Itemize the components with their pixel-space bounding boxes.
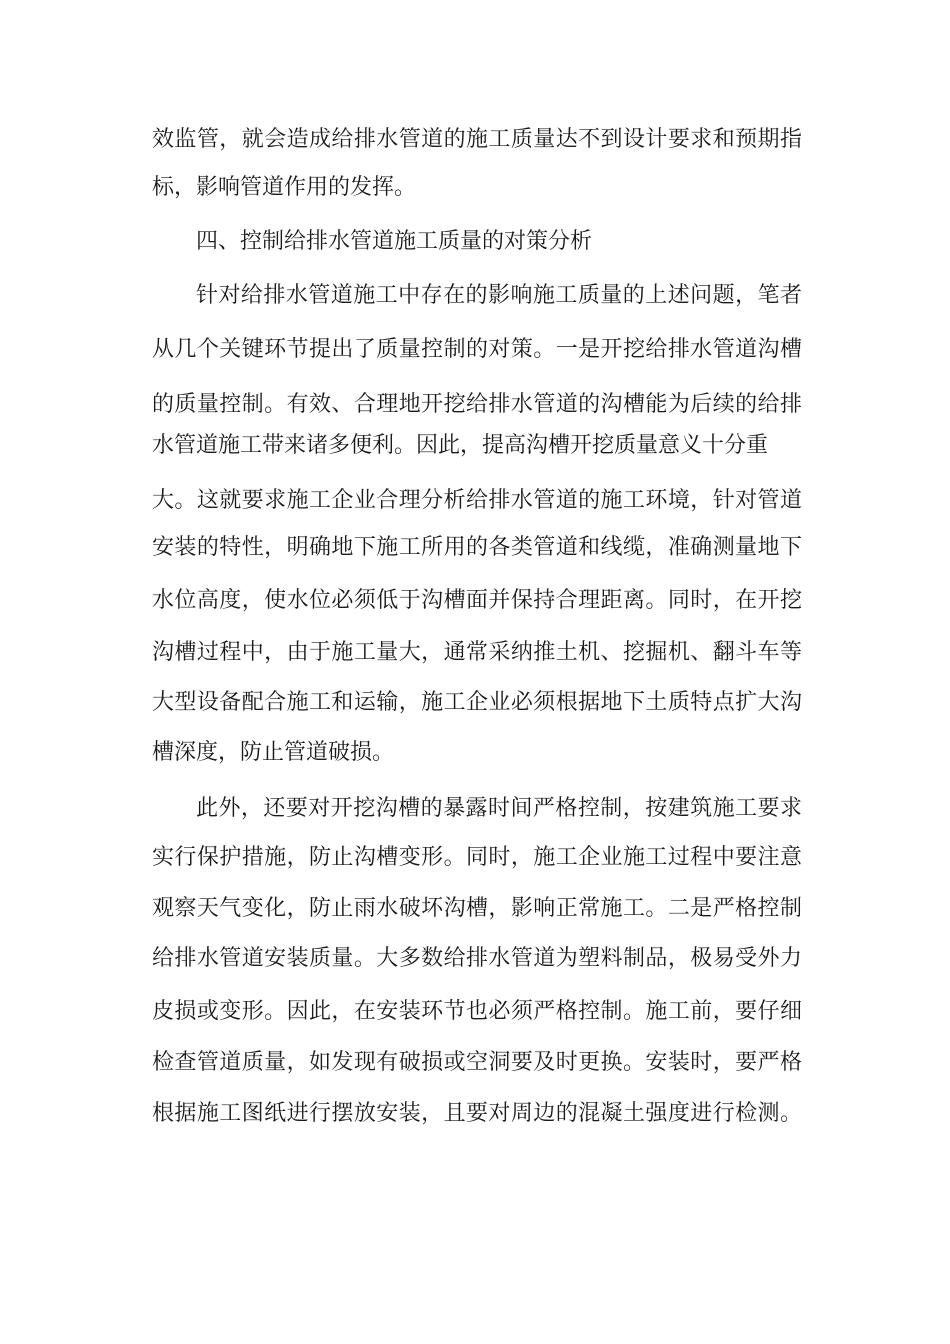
paragraph-line: 大。这就要求施工企业合理分析给排水管道的施工环境，针对管道 (152, 488, 802, 513)
paragraph-line: 大型设备配合施工和运输，施工企业必须根据地下土质特点扩大沟 (152, 690, 802, 715)
paragraph-line: 槽深度，防止管道破损。 (152, 740, 395, 765)
paragraph-line: 效监管，就会造成给排水管道的施工质量达不到设计要求和预期指 (152, 127, 802, 152)
section-heading: 四、控制给排水管道施工质量的对策分析 (196, 229, 593, 254)
paragraph-line: 根据施工图纸进行摆放安装，且要对周边的混凝土强度进行检测。 (152, 1101, 802, 1126)
paragraph-line: 水位高度，使水位必须低于沟槽面并保持合理距离。同时，在开挖 (152, 588, 802, 613)
paragraph-line: 观察天气变化，防止雨水破坏沟槽，影响正常施工。二是严格控制 (152, 896, 802, 921)
paragraph-line: 从几个关键环节提出了质量控制的对策。一是开挖给排水管道沟槽 (152, 337, 802, 362)
paragraph-line: 安装的特性，明确地下施工所用的各类管道和线缆，准确测量地下 (152, 535, 802, 560)
paragraph-line: 皮损或变形。因此，在安装环节也必须严格控制。施工前，要仔细 (152, 999, 802, 1024)
paragraph-line: 针对给排水管道施工中存在的影响施工质量的上述问题，笔者 (196, 283, 802, 308)
paragraph-line: 实行保护措施，防止沟槽变形。同时，施工企业施工过程中要注意 (152, 845, 802, 870)
paragraph-line: 沟槽过程中，由于施工量大，通常采纳推土机、挖掘机、翻斗车等 (152, 640, 802, 665)
paragraph-line: 标，影响管道作用的发挥。 (152, 175, 417, 200)
paragraph-line: 的质量控制。有效、合理地开挖给排水管道的沟槽能为后续的给排 (152, 392, 802, 417)
paragraph-line: 水管道施工带来诸多便利。因此，提高沟槽开挖质量意义十分重 (152, 433, 769, 458)
paragraph-line: 检查管道质量，如发现有破损或空洞要及时更换。安装时，要严格 (152, 1050, 802, 1075)
paragraph-line: 此外，还要对开挖沟槽的暴露时间严格控制，按建筑施工要求 (196, 796, 802, 821)
paragraph-line: 给排水管道安装质量。大多数给排水管道为塑料制品，极易受外力 (152, 946, 802, 971)
